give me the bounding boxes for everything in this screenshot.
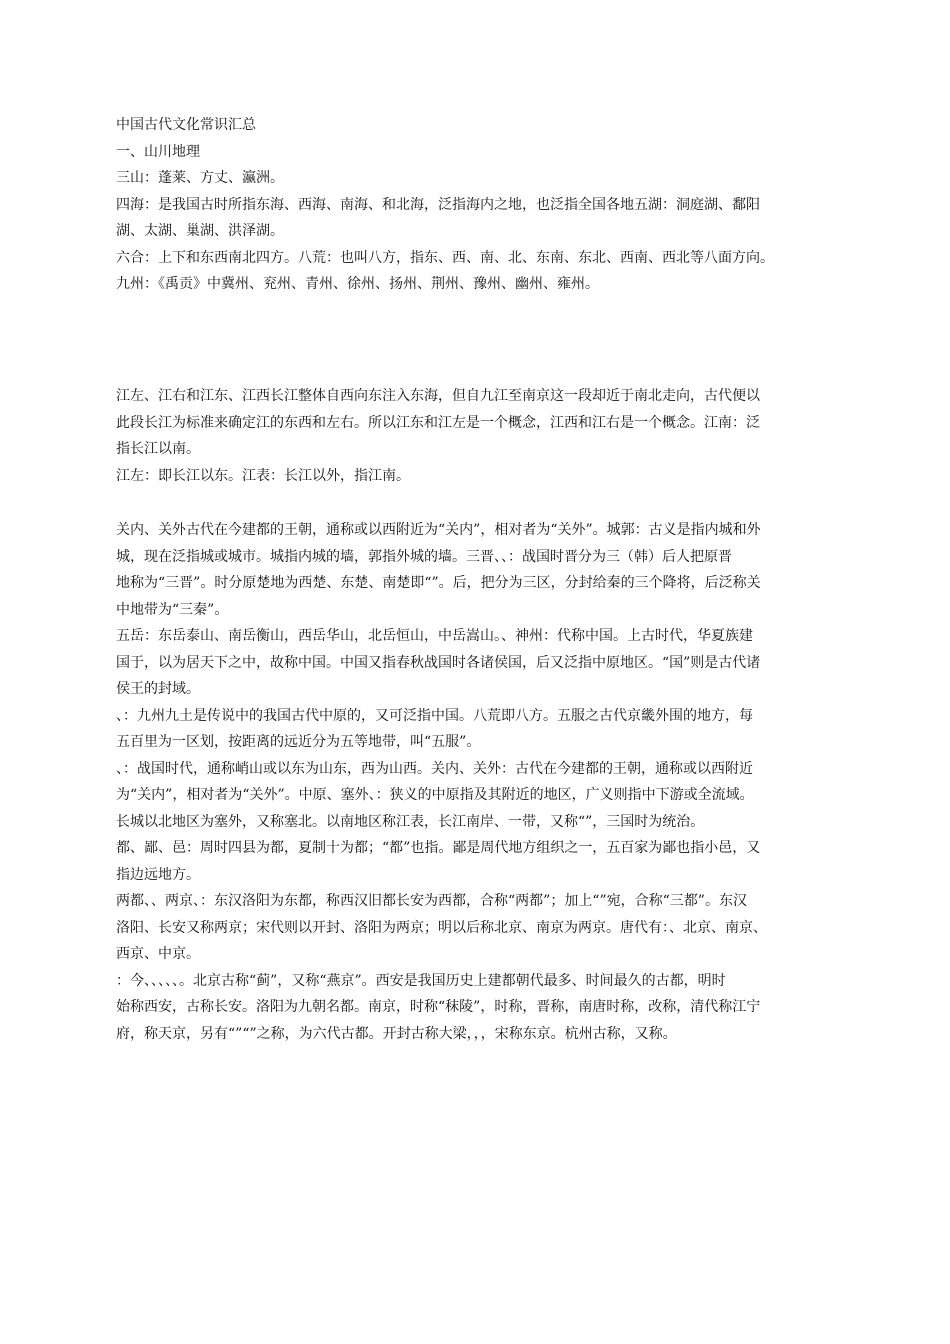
text-line: 五岳：东岳泰山、南岳衡山，西岳华山，北岳恒山，中岳嵩山。、神州：代称中国。上古时代，华夏族建 [116,628,753,644]
intro-block [116,112,856,298]
text-line: 四海：是我国古时所指东海、西海、南海、和北海，泛指海内之地，也泛指全国各地五湖：洞庭湖、鄱阳 [116,196,760,213]
text-line: 江左：即长江以东。江表：长江以外，指江南。 [116,467,410,484]
text-line: 、：九州九土是传说中的我国古代中原的，又可泛指中国。八荒即八方。五服之古代京畿外围的地方，每 [116,707,753,724]
text-line: 六合：上下和东西南北四方。八荒：也叫八方，指东、西、南、北、东南、东北、西南、西北等八面方向。 [116,249,774,266]
text-line: 长城以北地区为塞外，又称塞北。以南地区称江表，长江南岸、一带，又称“”，三国时为统治。 [116,813,705,830]
text-line: 九州：《禹贡》中冀州、兖州、青州、徐州、扬州、荆州、豫州、幽州、雍州。 [116,276,599,292]
text-line: 侯王的封域。 [116,681,200,697]
text-line: 府，称天京，另有“”“”之称，为六代古都。开封古称大梁，，，宋称东京。杭州古称，又称。 [116,1025,677,1042]
text-line: 城，现在泛指城或城市。城指内城的墙，郭指外城的墙。三晋、、：战国时晋分为三（韩）后人把原晋 [116,548,732,565]
text-line: 湖、太湖、巢湖、洪泽湖。 [116,223,284,239]
text-line: 关内、关外古代在今建都的王朝，通称或以西附近为“关内”，相对者为“关外”。城郭：古义是指内城和外 [116,522,761,538]
text-line: ：今、、、、、。北京古称“蓟”，又称“燕京”。西安是我国历史上建都朝代最多、时间最久的古都，明时 [116,972,726,989]
text-line: 两都、、两京、：东汉洛阳为东都，称西汉旧都长安为西都，合称“两都”；加上“”宛，合称“三都”。东汉 [116,893,747,909]
guannei-block [116,517,856,1047]
text-line: 地称为“三晋”。时分原楚地为西楚、东楚、南楚即“”。后，把分为三区，分封给秦的三个降将，后泛称关 [116,575,761,591]
text-line: 指长江以南。 [116,441,200,457]
text-line: 、：战国时代，通称峭山或以东为山东，西为山西。关内、关外：古代在今建都的王朝，通称或以西附近 [116,760,753,777]
jiangzuo-block [116,383,856,489]
text-line: 中地带为“三秦”。 [116,601,229,618]
text-line: 为“关内”，相对者为“关外”。中原、塞外、：狭义的中原指及其附近的地区，广义则指中下游或全流域。 [116,787,754,803]
text-line: 江左、江右和江东、江西长江整体自西向东注入东海，但自九江至南京这一段却近于南北走向，古代便以 [116,388,760,404]
text-line: 西京、中京。 [116,946,200,962]
text-line: 洛阳、长安又称两京；宋代则以开封、洛阳为两京；明以后称北京、南京为两京。唐代有：、北京、南京、 [116,919,767,936]
text-line: 都、鄙、邑：周时四县为都，夏制十为都；“都”也指。鄙是周代地方组织之一，五百家为鄙也指小邑，又 [116,840,761,856]
text-line: 始称西安，古称长安。洛阳为九朝名都。南京，时称“秣陵”，时称，晋称，南唐时称，改称，清代称江宁 [116,999,761,1015]
document-title: 中国古代文化常识汇总 [116,117,256,133]
text-line: 五百里为一区划，按距离的远近分为五等地带，叫“五服”。 [116,734,481,750]
text-line: 三山：蓬莱、方丈、瀛洲。 [116,170,284,186]
text-line: 指边远地方。 [116,866,200,883]
text-line: 此段长江为标准来确定江的东西和左右。所以江东和江左是一个概念，江西和江右是一个概念。江南：泛 [116,414,760,431]
section-heading: 一、山川地理 [116,143,200,160]
text-line: 国于，以为居天下之中，故称中国。中国又指春秋战国时各诸侯国，后又泛指中原地区。“国”则是古代诸 [116,654,761,671]
